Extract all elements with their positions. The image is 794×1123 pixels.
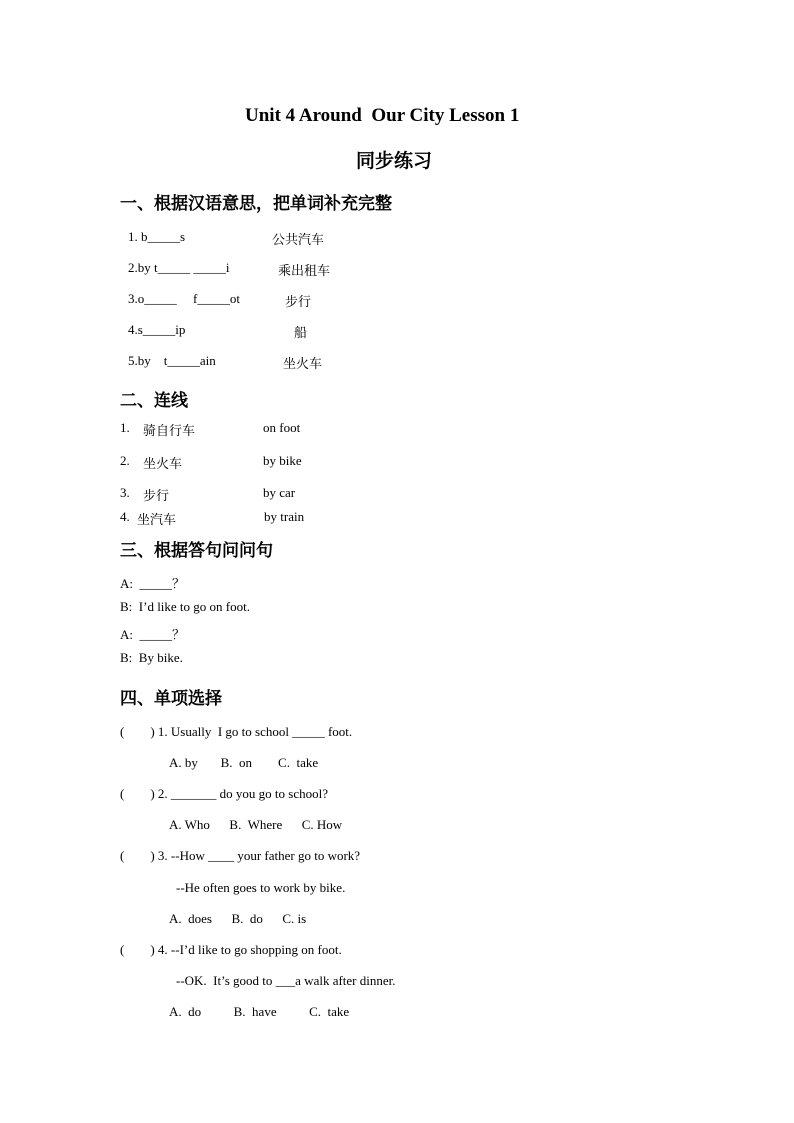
section1-heading: 一、根据汉语意思，把单词补充完整: [120, 194, 392, 214]
dialogue-line: B: By bike.: [120, 650, 183, 665]
mc-answer-line: --OK. It’s good to ___a walk after dinner.: [176, 973, 396, 988]
fill-item-cn: 乘出租车: [278, 264, 331, 279]
page-subtitle: 同步练习: [356, 150, 433, 172]
dialogue-line: A: _____？: [120, 576, 186, 591]
fill-item-en: 5.by t_____ain: [128, 353, 216, 368]
mc-question: ( ) 3. --How ____ your father go to work?: [120, 848, 361, 863]
mc-answer-line: --He often goes to work by bike.: [176, 880, 346, 895]
fill-item-cn: 船: [294, 326, 308, 341]
match-item-cn: 步行: [143, 489, 170, 504]
fill-item-en: 3.o_____ f_____ot: [128, 291, 240, 306]
mc-question: ( ) 2. _______ do you go to school?: [120, 786, 328, 801]
mc-options: A. does B. do C. is: [169, 911, 307, 926]
mc-question: ( ) 4. --I’d like to go shopping on foot.: [120, 942, 342, 957]
dialogue-line: A: _____？: [120, 627, 186, 642]
match-item-cn: 坐火车: [143, 457, 183, 472]
match-item-cn: 骑自行车: [143, 424, 196, 439]
section4-heading: 四、单项选择: [120, 689, 222, 709]
match-item-num: 1.: [120, 420, 130, 435]
fill-item-en: 4.s_____ip: [128, 322, 186, 337]
mc-question: ( ) 1. Usually I go to school _____ foot.: [120, 724, 353, 739]
match-item-num: 2.: [120, 453, 130, 468]
mc-options: A. Who B. Where C. How: [169, 817, 343, 832]
fill-item-cn: 公共汽车: [272, 233, 325, 248]
match-item-en: by car: [263, 485, 296, 500]
mc-options: A. do B. have C. take: [169, 1004, 350, 1019]
match-item-num: 4.: [120, 509, 130, 524]
fill-item-cn: 坐火车: [283, 357, 323, 372]
fill-item-cn: 步行: [285, 295, 312, 310]
fill-item-en: 2.by t_____ _____i: [128, 260, 230, 275]
match-item-en: by train: [264, 509, 305, 524]
match-item-cn: 坐汽车: [137, 513, 177, 528]
mc-options: A. by B. on C. take: [169, 755, 319, 770]
section2-heading: 二、连线: [120, 391, 188, 411]
dialogue-line: B: I’d like to go on foot.: [120, 599, 250, 614]
match-item-en: on foot: [263, 420, 301, 435]
match-item-en: by bike: [263, 453, 302, 468]
match-item-num: 3.: [120, 485, 130, 500]
section3-heading: 三、根据答句问问句: [120, 541, 273, 561]
page-title: Unit 4 Around Our City Lesson 1: [245, 105, 520, 126]
fill-item-en: 1. b_____s: [128, 229, 186, 244]
